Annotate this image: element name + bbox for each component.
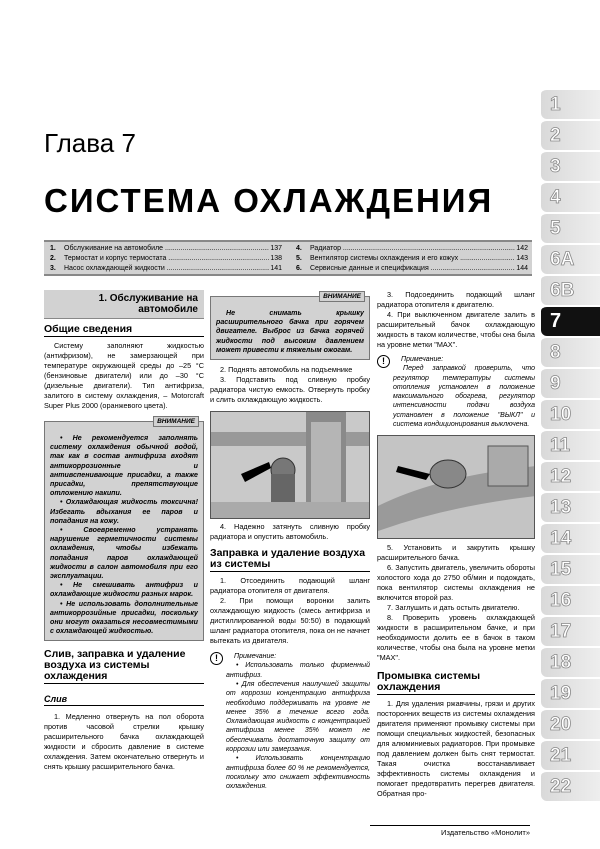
- note-block: [210, 652, 370, 791]
- toc-item[interactable]: 2. Термостат и корпус термостата ..... 138: [50, 254, 282, 264]
- warning-box: [44, 418, 204, 641]
- section-heading: 1. Обслуживание на автомобиле: [44, 290, 204, 319]
- chapter-tab-4[interactable]: 4: [541, 181, 600, 212]
- drain-section-title: Слив, заправка и удаление воздуха из системы охлаждения: [44, 649, 204, 684]
- step-8: 8. Проверить уровень охлаждающей жидкости в расширительном бачке, и при необходимости долить ее в бачок в таком количестве, чтобы она была на уровне метки "MAX".: [377, 613, 535, 663]
- chapter-tab-16[interactable]: 16: [541, 584, 600, 615]
- chapter-tab-20[interactable]: 20: [541, 708, 600, 739]
- info-icon: !: [210, 652, 223, 665]
- publisher-footer: Издательство «Монолит»: [370, 825, 530, 837]
- note-heading: Примечание:: [234, 653, 277, 661]
- toc-left-column: [50, 244, 282, 274]
- chapter-tab-6b[interactable]: 6B: [541, 274, 600, 305]
- note-text: Перед заправкой проверить, что регулятор температуры системы отопления установлен в положение максимального обогрева, регулятор интенсивности подачи воздуха установлен в положение "ВЫКЛ" и система кондиционирования выключена.: [393, 365, 535, 429]
- chapter-tabs: [541, 88, 600, 801]
- warning-box-hot: [210, 293, 370, 360]
- chapter-tab-14[interactable]: 14: [541, 522, 600, 553]
- toc-right-column: [296, 244, 528, 274]
- info-icon: !: [377, 355, 390, 368]
- chapter-tab-10[interactable]: 10: [541, 398, 600, 429]
- column-1: [44, 290, 204, 772]
- chapter-tab-5[interactable]: 5: [541, 212, 600, 243]
- warning-item: • Не использовать дополнительные антикоррозийные присадки, поскольку они могут оказаться несовместимыми с охлаждающей жидкостью.: [50, 599, 198, 636]
- drain-text: 1. Медленно отвернуть на пол оборота против часовой стрелки крышку расширительного бачка охлаждающей жидкости и сбросить давление в системе охлаждения. Затем окончательно отвернуть и снять крышку расширительного бачка.: [44, 712, 204, 772]
- toc-item[interactable]: 6. Сервисные данные и спецификация ..... 144: [296, 264, 528, 274]
- chapter-tab-8[interactable]: 8: [541, 336, 600, 367]
- flush-text: 1. Для удаления ржавчины, грязи и других посторонних веществ из системы охлаждения двигателя применяют промывку системы при помощи специальных жидкостей, безопасных для алюминиевых радиаторов. При промывке под давлением должен быть снят термостат. Такая очистка восстанавливает эффективность системы охлаждения и помогает предотвратить перегрев двигателя. Обратная про-: [377, 699, 535, 799]
- chapter-tab-21[interactable]: 21: [541, 739, 600, 770]
- chapter-tab-3[interactable]: 3: [541, 150, 600, 181]
- drain-plug-illustration: [211, 412, 370, 519]
- step-4: 4. Надежно затянуть сливную пробку радиатора и опустить автомобиль.: [210, 522, 370, 542]
- fill-step-2: 2. При помощи воронки залить охлаждающую жидкость (смесь антифриза и дистиллированной воды 50:50) в подающий шланг радиатора отопителя, пока он не начнет вытекать из двигателя.: [210, 596, 370, 646]
- toc-item[interactable]: 4. Радиатор ..... 142: [296, 244, 528, 254]
- warning-item: • Охлаждающая жидкость токсична! Избегать вдыхания ее паров и попадания на кожу.: [50, 498, 198, 525]
- chapter-tab-1[interactable]: 1: [541, 88, 600, 119]
- toc-item[interactable]: 3. Насос охлаждающей жидкости ..... 141: [50, 264, 282, 274]
- step-7: 7. Заглушить и дать остыть двигателю.: [387, 603, 520, 613]
- note-item: • Для обеспечения наилучшей защиты от коррозии концентрацию антифриза необходимо поддерживать на уровне не менее 35% в течение всего года. Охлаждающая жидкость с концентрацией антифриза менее 35% может не обеспечивать достаточную защиту от коррозии или замерзания.: [226, 680, 370, 753]
- chapter-tab-17[interactable]: 17: [541, 615, 600, 646]
- chapter-tab-6a[interactable]: 6A: [541, 243, 600, 274]
- column-3: [377, 290, 535, 799]
- chapter-tab-15[interactable]: 15: [541, 553, 600, 584]
- note-heading: Примечание:: [401, 356, 444, 363]
- fill-step-1: 1. Отсоединить подающий шланг радиатора отопителя от двигателя.: [210, 576, 370, 596]
- chapter-tab-22[interactable]: 22: [541, 770, 600, 801]
- chapter-tab-9[interactable]: 9: [541, 367, 600, 398]
- note-block: [377, 355, 535, 429]
- chapter-tab-13[interactable]: 13: [541, 491, 600, 522]
- warning-item: • Не смешивать антифриз и охлаждающие жидкости разных марок.: [50, 581, 198, 599]
- flush-section-title: Промывка системы охлаждения: [377, 671, 535, 695]
- warning-label: ВНИМАНИЕ: [153, 416, 199, 427]
- drain-plug-photo: [210, 411, 370, 519]
- warning-item: • Не рекомендуется заполнять систему охлаждения обычной водой, так как в состав антифриза входят антикоррозионные и антивспенивающие присадки, а также присадки, препятствующие отложению накипи.: [50, 434, 198, 498]
- step-3: 3. Подсоединить подающий шланг радиатора отопителя к двигателю.: [377, 290, 535, 309]
- general-text: Систему заполняют жидкостью (антифризом), не замерзающей при температуре окружающей среды до –25 °С (бензиновые двигатели) или до –30 °С (дизельные двигатели). Тип антифриза, залитого в систему охлаждения, – Motorcraft Super Plus 2000 (оранжевого цвета).: [44, 341, 204, 410]
- step-5: 5. Установить и закрутить крышку расширительного бачка.: [377, 543, 535, 563]
- drain-subtitle: Слив: [44, 694, 204, 706]
- step-6: 6. Запустить двигатель, увеличить обороты холостого хода до 2750 об/мин и подождать, пока вентилятор системы охлаждения не включится второй раз.: [377, 563, 535, 603]
- column-2: [210, 290, 370, 791]
- chapter-tab-7[interactable]: 7: [541, 305, 600, 336]
- step-2: 2. Поднять автомобиль на подъемнике: [220, 365, 353, 375]
- chapter-tab-18[interactable]: 18: [541, 646, 600, 677]
- note-item: • Использовать только фирменный антифриз.: [226, 662, 370, 679]
- warning-text: Не снимать крышку расширительного бачка при горячем двигателе. Выброс из бачка горячей жидкости под высоким давлением может привести к тяжелым ожогам.: [216, 309, 364, 354]
- chapter-tab-2[interactable]: 2: [541, 119, 600, 150]
- chapter-tab-12[interactable]: 12: [541, 460, 600, 491]
- toc-item[interactable]: 5. Вентилятор системы охлаждения и его кожух ..... 143: [296, 254, 528, 264]
- table-of-contents: [44, 240, 532, 276]
- chapter-tab-11[interactable]: 11: [541, 429, 600, 460]
- step-4: 4. При выключенном двигателе залить в расширительный бачок охлаждающую жидкость в таком количестве, чтобы она была на уровне метки "MAX".: [377, 310, 535, 349]
- warning-label: ВНИМАНИЕ: [319, 291, 365, 302]
- fill-section-title: Заправка и удаление воздуха из системы: [210, 548, 370, 572]
- page-title: СИСТЕМА ОХЛАЖДЕНИЯ: [44, 182, 494, 219]
- warning-item: • Своевременно устранять нарушение герметичности системы охлаждения, чтобы избежать попадания паров охлаждающей жидкости в салон автомобиля при его эксплуатации.: [50, 526, 198, 581]
- expansion-tank-photo: [377, 435, 535, 539]
- toc-item[interactable]: 1. Обслуживание на автомобиле ..... 137: [50, 244, 282, 254]
- chapter-label: Глава 7: [44, 128, 136, 158]
- chapter-tab-19[interactable]: 19: [541, 677, 600, 708]
- step-3: 3. Подставить под сливную пробку радиатора чистую емкость. Отвернуть пробку и слить охлаждающую жидкость.: [210, 375, 370, 405]
- note-item: • Использовать концентрацию антифриза более 60 % не рекомендуется, поскольку это снижает эффективность охлаждения.: [226, 755, 370, 791]
- general-title: Общие сведения: [44, 324, 204, 337]
- expansion-tank-illustration: [378, 436, 535, 539]
